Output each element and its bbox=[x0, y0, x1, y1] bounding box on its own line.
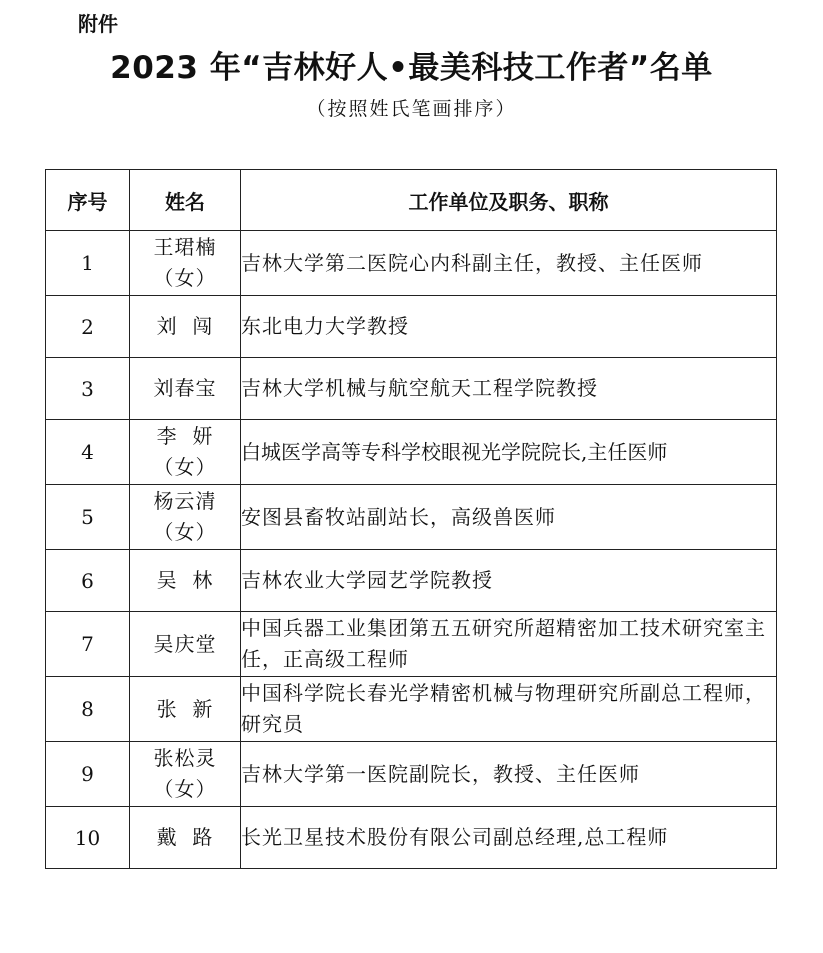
table-row bbox=[46, 420, 777, 485]
person-name: 王珺楠 bbox=[153, 235, 217, 259]
row-index: 6 bbox=[46, 550, 130, 612]
row-index: 4 bbox=[46, 420, 130, 485]
gender-note: （女） bbox=[153, 777, 217, 801]
row-name: 刘 闯 bbox=[130, 296, 241, 358]
row-unit: 中国兵器工业集团第五五研究所超精密加工技术研究室主任，正高级工程师 bbox=[241, 612, 777, 677]
roster-table bbox=[45, 169, 777, 869]
row-name: 戴 路 bbox=[130, 807, 241, 869]
table-row bbox=[46, 358, 777, 420]
row-name bbox=[130, 231, 241, 296]
row-unit: 吉林大学机械与航空航天工程学院教授 bbox=[241, 358, 777, 420]
table-row bbox=[46, 612, 777, 677]
row-unit: 长光卫星技术股份有限公司副总经理,总工程师 bbox=[241, 807, 777, 869]
column-header-index: 序号 bbox=[46, 170, 130, 231]
row-name: 吴庆堂 bbox=[130, 612, 241, 677]
row-name: 吴 林 bbox=[130, 550, 241, 612]
table-header-row bbox=[46, 170, 777, 231]
row-name: 张 新 bbox=[130, 677, 241, 742]
row-unit: 白城医学高等专科学校眼视光学院院长,主任医师 bbox=[241, 420, 777, 485]
table-row bbox=[46, 807, 777, 869]
person-name: 李 妍 bbox=[156, 424, 214, 448]
row-unit: 吉林大学第一医院副院长，教授、主任医师 bbox=[241, 742, 777, 807]
row-unit: 吉林农业大学园艺学院教授 bbox=[241, 550, 777, 612]
row-name bbox=[130, 742, 241, 807]
table-row bbox=[46, 231, 777, 296]
row-index: 10 bbox=[46, 807, 130, 869]
row-index: 5 bbox=[46, 485, 130, 550]
gender-note: （女） bbox=[153, 455, 217, 479]
row-unit: 吉林大学第二医院心内科副主任，教授、主任医师 bbox=[241, 231, 777, 296]
table-row bbox=[46, 550, 777, 612]
table-row bbox=[46, 485, 777, 550]
person-name: 杨云清 bbox=[153, 489, 217, 513]
table-row bbox=[46, 677, 777, 742]
row-name bbox=[130, 420, 241, 485]
row-unit: 安图县畜牧站副站长，高级兽医师 bbox=[241, 485, 777, 550]
row-name: 刘春宝 bbox=[130, 358, 241, 420]
row-index: 7 bbox=[46, 612, 130, 677]
row-unit: 东北电力大学教授 bbox=[241, 296, 777, 358]
gender-note: （女） bbox=[153, 266, 217, 290]
row-index: 1 bbox=[46, 231, 130, 296]
row-name bbox=[130, 485, 241, 550]
row-unit: 中国科学院长春光学精密机械与物理研究所副总工程师，研究员 bbox=[241, 677, 777, 742]
row-index: 3 bbox=[46, 358, 130, 420]
table-row bbox=[46, 296, 777, 358]
document-subtitle: （按照姓氏笔画排序） bbox=[306, 98, 517, 120]
document-title: 2023 年“吉林好人•最美科技工作者”名单 bbox=[110, 50, 713, 86]
person-name: 张松灵 bbox=[153, 746, 217, 770]
column-header-name: 姓名 bbox=[130, 170, 241, 231]
attachment-label: 附件 bbox=[78, 12, 118, 36]
gender-note: （女） bbox=[153, 520, 217, 544]
column-header-unit: 工作单位及职务、职称 bbox=[241, 170, 777, 231]
row-index: 8 bbox=[46, 677, 130, 742]
row-index: 2 bbox=[46, 296, 130, 358]
table-row bbox=[46, 742, 777, 807]
row-index: 9 bbox=[46, 742, 130, 807]
